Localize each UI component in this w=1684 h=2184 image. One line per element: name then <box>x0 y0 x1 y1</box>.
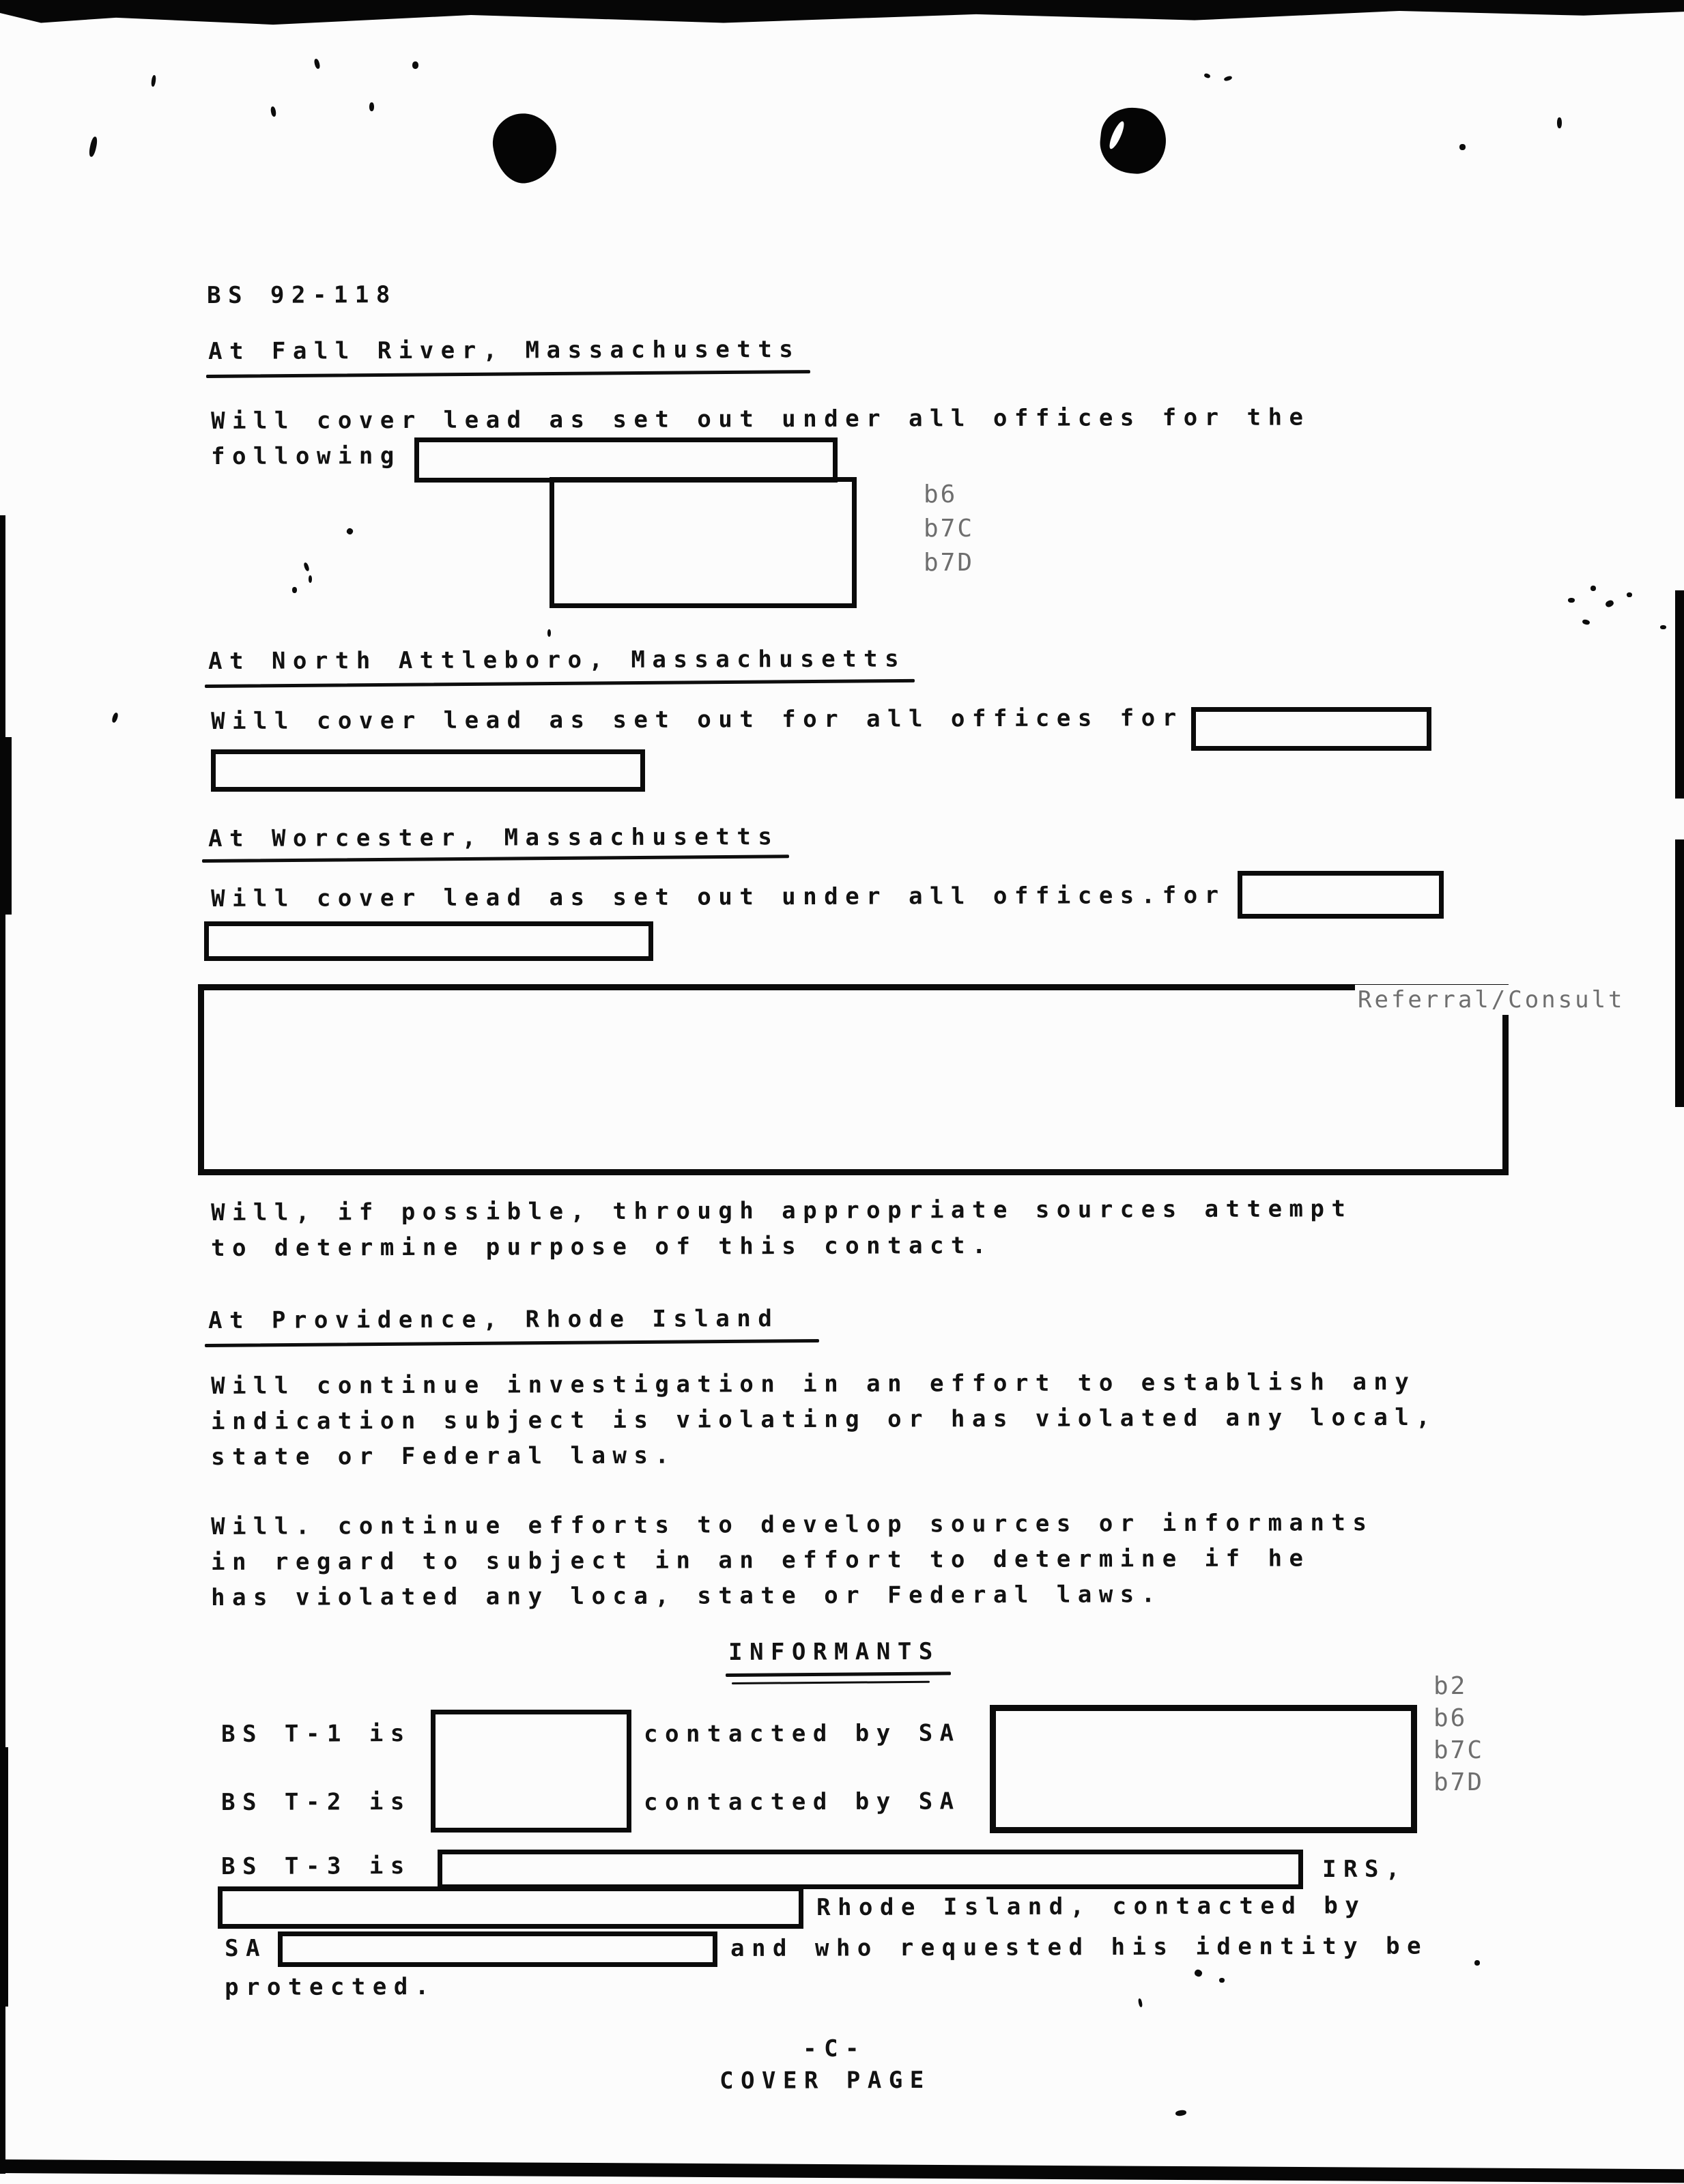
ink-speck <box>345 527 354 535</box>
paragraph-line: Will cover lead as set out under all offices.for <box>211 881 1226 913</box>
referral-consult-label: Referral/Consult <box>1355 985 1631 1015</box>
redaction-box <box>431 1710 631 1833</box>
section-heading-providence: At Providence, Rhode Island <box>208 1305 780 1334</box>
paragraph-line: following <box>211 442 401 470</box>
ink-speck <box>547 629 551 637</box>
ink-speck <box>1223 75 1232 81</box>
ink-speck <box>1219 1978 1225 1983</box>
informant-row-label: BS T-1 is <box>221 1720 412 1748</box>
paragraph-line: Will cover lead as set out under all offices for the <box>211 403 1311 435</box>
ink-speck <box>1175 2110 1187 2116</box>
right-edge-artifact <box>1675 839 1684 1107</box>
ink-blot-right <box>1097 104 1169 177</box>
heading-underline <box>202 854 789 863</box>
paragraph-line: SA <box>225 1934 268 1962</box>
exemption-code: b6 <box>924 480 958 508</box>
informant-row-label: BS T-2 is <box>221 1788 412 1816</box>
redaction-box <box>550 477 857 608</box>
section-heading-fall-river: At Fall River, Massachusetts <box>208 335 801 365</box>
ink-speck <box>313 58 321 69</box>
ink-speck <box>1660 625 1666 629</box>
paragraph-line: Will, if possible, through appropriate sources attempt <box>211 1195 1353 1226</box>
ink-speck <box>292 587 297 593</box>
redaction-box <box>211 749 645 792</box>
ink-speck <box>1627 592 1632 597</box>
ink-speck <box>1557 117 1562 128</box>
bottom-edge-artifact <box>0 2159 1684 2183</box>
case-number: BS 92-118 <box>207 281 397 309</box>
top-edge-artifact <box>0 0 1684 26</box>
exemption-code: b7C <box>924 515 975 543</box>
footer-cover-page: COVER PAGE <box>719 2066 931 2095</box>
paragraph-line: IRS, <box>1322 1855 1408 1883</box>
paragraph-line: Rhode Island, contacted by <box>816 1892 1367 1921</box>
ink-speck <box>270 106 276 117</box>
ink-speck <box>1568 598 1575 603</box>
section-heading-north-attleboro: At North Attleboro, Massachusetts <box>208 645 907 675</box>
ink-speck <box>303 562 310 571</box>
ink-speck <box>1590 586 1596 591</box>
ink-speck <box>1459 144 1466 150</box>
footer-page-marker: -C- <box>803 2035 867 2063</box>
paragraph-line: indication subject is violating or has violated any local, <box>211 1403 1438 1435</box>
ink-speck <box>151 75 156 87</box>
informant-row-label: BS T-3 is <box>221 1852 412 1880</box>
paragraph-line: has violated any loca, state or Federal laws. <box>211 1581 1162 1611</box>
ink-speck <box>412 61 418 69</box>
paragraph-line: Will cover lead as set out for all offices for <box>211 704 1184 735</box>
redaction-box <box>990 1705 1417 1833</box>
heading-underline <box>732 1681 930 1684</box>
ink-speck <box>88 136 98 157</box>
informants-heading: INFORMANTS <box>728 1637 940 1666</box>
paragraph-line: state or Federal laws. <box>211 1441 676 1471</box>
left-edge-artifact <box>0 737 12 915</box>
ink-speck <box>1605 599 1615 608</box>
paragraph-line: in regard to subject in an effort to determine if he <box>211 1544 1311 1576</box>
ink-speck <box>369 102 374 111</box>
paragraph-line: contacted by SA <box>644 1719 961 1748</box>
redaction-box <box>1238 871 1444 919</box>
right-edge-artifact <box>1675 590 1684 799</box>
left-edge-artifact <box>0 1747 8 2007</box>
heading-underline <box>205 679 915 688</box>
paragraph-line: protected. <box>225 1972 436 2001</box>
redaction-box <box>278 1931 717 1967</box>
heading-underline <box>726 1671 951 1677</box>
redaction-box <box>204 921 653 961</box>
exemption-code: b7D <box>924 549 975 577</box>
redaction-box <box>438 1850 1303 1889</box>
ink-speck <box>1474 1960 1480 1966</box>
exemption-code: b7D <box>1433 1768 1485 1796</box>
paragraph-line: to determine purpose of this contact. <box>211 1232 994 1262</box>
paragraph-line: and who requested his identity be <box>730 1932 1429 1962</box>
redaction-box <box>414 437 838 483</box>
ink-speck <box>1138 1998 1143 2008</box>
ink-blot-left <box>489 109 560 187</box>
ink-speck <box>1582 619 1590 626</box>
heading-underline <box>205 1339 819 1347</box>
ink-speck <box>111 712 119 723</box>
paragraph-line: Will. continue efforts to develop sources or informants <box>211 1509 1374 1540</box>
exemption-code: b6 <box>1433 1704 1468 1732</box>
ink-speck <box>1203 73 1211 79</box>
exemption-code: b2 <box>1433 1672 1468 1700</box>
section-heading-worcester: At Worcester, Massachusetts <box>208 823 780 852</box>
redaction-box-large <box>198 984 1509 1175</box>
heading-underline <box>206 370 810 378</box>
paragraph-line: Will continue investigation in an effort to establish any <box>211 1368 1416 1400</box>
exemption-code: b7C <box>1433 1736 1485 1764</box>
paragraph-line: contacted by SA <box>644 1787 961 1816</box>
redaction-box <box>218 1886 803 1929</box>
redaction-box <box>1191 707 1431 751</box>
ink-speck <box>309 575 312 583</box>
ink-speck <box>1194 1968 1203 1977</box>
